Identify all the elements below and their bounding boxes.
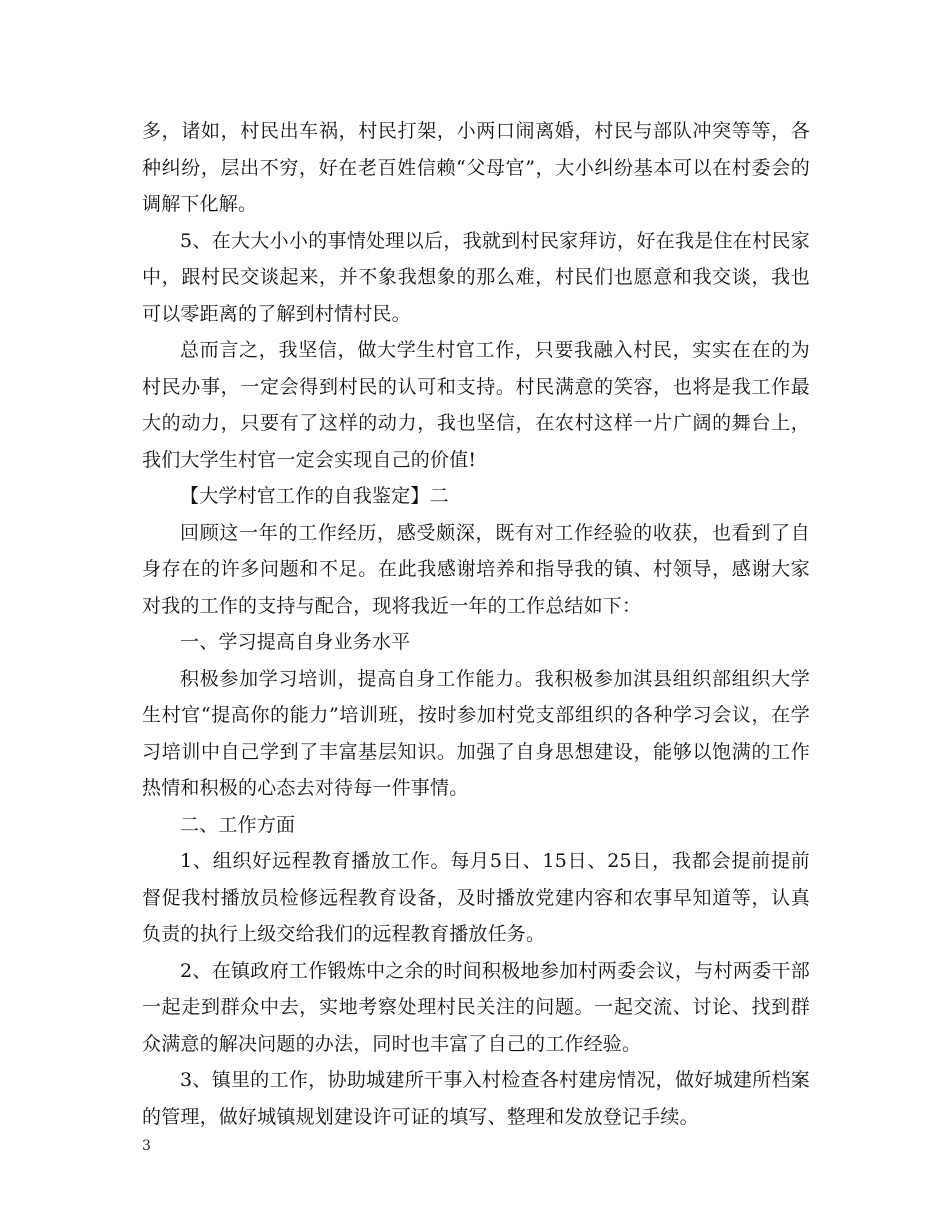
paragraph-work-3: 3、镇里的工作，协助城建所干事入村检查各村建房情况，做好城建所档案的管理，做好城镇规划建设许可证的填写、整理和发放登记手续。 bbox=[142, 1069, 810, 1128]
paragraph-conclusion: 总而言之，我坚信，做大学生村官工作，只要我融入村民，实实在在的为村民办事，一定会得到村民的认可和支持。村民满意的笑容，也将是我工作最大的动力，只要有了这样的动力，我也坚信，在农村这样一片广阔的舞台上，我们大学生村官一定会实现自己的价值! bbox=[142, 339, 810, 471]
heading-work: 二、工作方面 bbox=[180, 813, 296, 836]
page-number: 3 bbox=[142, 1138, 151, 1154]
heading-study: 一、学习提高自身业务水平 bbox=[180, 631, 411, 653]
section-title: 【大学村官工作的自我鉴定】二 bbox=[180, 485, 449, 507]
paragraph-work-2: 2、在镇政府工作锻炼中之余的时间积极地参加村两委会议，与村两委干部一起走到群众中去，实地考察处理村民关注的问题。一起交流、讨论、找到群众满意的解决问题的办法，同时也丰富了自己的工作经验。 bbox=[142, 959, 810, 1055]
paragraph-item-5: 5、在大大小小的事情处理以后，我就到村民家拜访，好在我是住在村民家中，跟村民交谈起来，并不象我想象的那么难，村民们也愿意和我交谈，我也可以零距离的了解到村情村民。 bbox=[142, 229, 810, 325]
paragraph-study: 积极参加学习培训，提高自身工作能力。我积极参加淇县组织部组织大学生村官“提高你的能力”培训班，按时参加村党支部组织的各种学习会议，在学习培训中自己学到了丰富基层知识。加强了自身思想建设，能够以饱满的工作热情和积极的心态去对待每一件事情。 bbox=[142, 667, 810, 799]
paragraph-continuation: 多，诸如，村民出车祸，村民打架，小两口闹离婚，村民与部队冲突等等，各种纠纷，层出不穷，好在老百姓信赖“父母官”，大小纠纷基本可以在村委会的调解下化解。 bbox=[142, 120, 810, 215]
paragraph-intro: 回顾这一年的工作经历，感受颇深，既有对工作经验的收获，也看到了自身存在的许多问题和不足。在此我感谢培养和指导我的镇、村领导，感谢大家对我的工作的支持与配合，现将我近一年的工作总结如下： bbox=[142, 521, 810, 617]
document-body bbox=[142, 113, 810, 1135]
paragraph-work-1: 1、组织好远程教育播放工作。每月5日、15日、25日，我都会提前提前督促我村播放员检修远程教育设备，及时播放党建内容和农事早知道等，认真负责的执行上级交给我们的远程教育播放任务。 bbox=[142, 850, 810, 945]
